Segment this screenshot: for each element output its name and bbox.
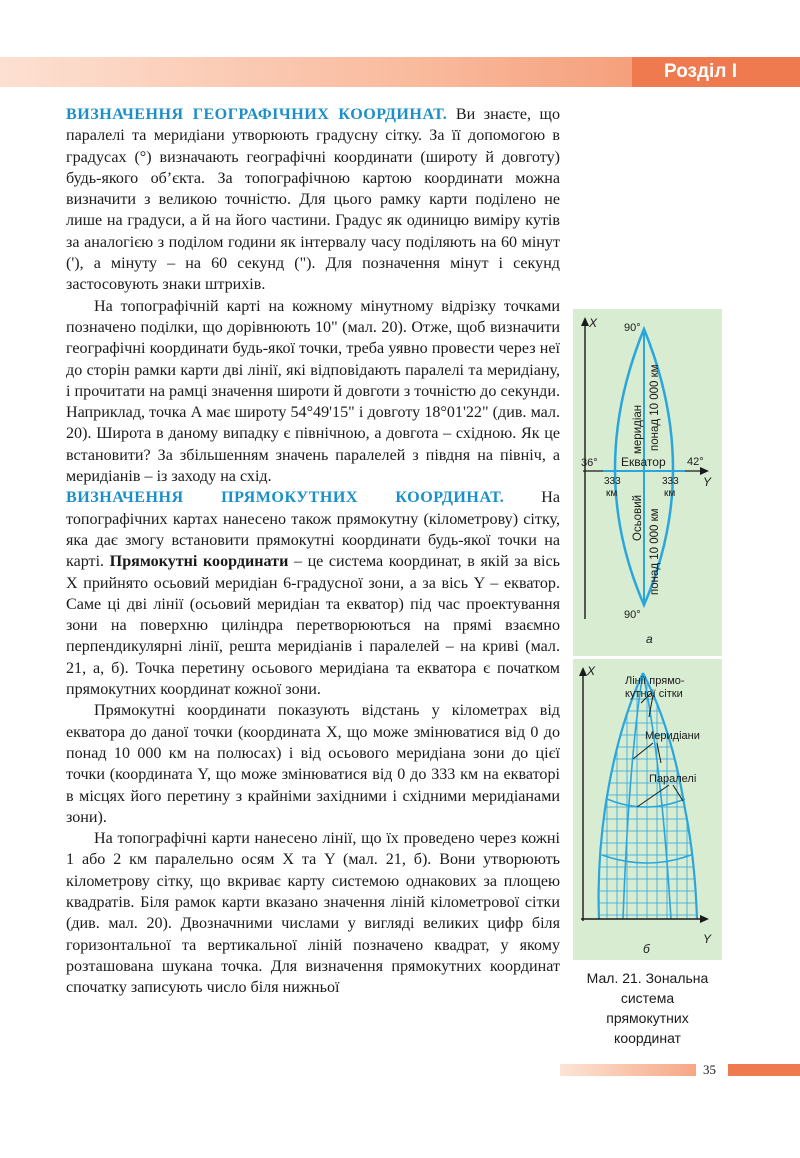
parallel-curve-1 [607, 799, 685, 807]
paragraph-4: Прямокутні координати показують відстань у кілометрах від екватора до даної точки (координата X, що може змінюватися від 0 до понад 10 000 км на полюсах) і від осьового меридіана зони до цієї точки (координата Y, що може змінюватися від 0 до 333 км на екваторі в місцях його перетину з крайніми західними і східними меридіанами зони). [66, 702, 560, 826]
deg-left: 36° [581, 457, 598, 469]
equator-label: Екватор [621, 455, 666, 469]
figure-zone-a [573, 309, 722, 656]
deg-top: 90° [624, 322, 641, 334]
deg-right: 42° [687, 456, 704, 468]
heading-rectangular-coordinates: ВИЗНАЧЕННЯ ПРЯМОКУТНИХ КООРДИНАТ. [66, 489, 505, 507]
caption-line-1: Мал. 21. Зональна [586, 970, 709, 986]
zone-b-diagram [573, 659, 722, 960]
caption-line-3: прямокутних [606, 1010, 689, 1026]
footer-band [560, 1064, 696, 1076]
meridians-label: Меридіани [645, 730, 700, 742]
meridian-curve-left [623, 673, 643, 919]
parallel-curve-2 [602, 855, 691, 863]
axis-y-label-b: Y [703, 932, 712, 946]
body-text [66, 104, 560, 998]
footer-band-accent [728, 1064, 800, 1076]
km-left-2: км [606, 488, 618, 499]
x-axis-arrow-b [579, 667, 587, 676]
meridian-label-1: меридіан [632, 404, 644, 454]
axis-x-label-b: X [587, 664, 596, 678]
caption-line-2: система [620, 990, 675, 1006]
km-right-2: км [664, 488, 676, 499]
deg-bottom: 90° [624, 609, 641, 621]
parallels-label: Паралелі [649, 773, 697, 785]
paragraph-3-text-a: На топографічних картах нанесено також прямокутну (кілометрову) сітку, яка дає змогу встановити прямокутні координати будь-якої точки на карті. [66, 489, 560, 571]
km-left-1: 333 [604, 476, 621, 487]
meridian-label-2: понад 10 000 км [649, 364, 661, 451]
paragraph-2: На топографічній карті на кожному мінутному відрізку точками позначено поділки, що дорівнюють 10" (мал. 20). Отже, щоб визначити географічні координати будь-якої точки, треба уявно провести через неї до сторін рамки карти дві лінії, які відповідають паралелі та меридіану, і прочитати на рамці значення широти й довготи з точністю до секунди. Наприклад, точка А має широту 54°49'15" і довготу 18°01'22" (див. мал. 20). Широта в даному випадку є північною, а довгота – східною. Як це встановити? За збільшенням значень паралелей з півдня на північ, а меридіанів – із заходу на схід. [66, 297, 560, 486]
paragraph-5: На топографічні карти нанесено лінії, що їх проведено через кожні 1 або 2 км паралельно осям X та Y (мал. 21, б). Вони утворюють кілометрову сітку, що вкриває карту системою однакових за площею квадратів. Біля рамок карти вказано значення ліній кілометрової сітки (див. мал. 20). Двозначними числами у вигляді великих цифр біля горизонтальної та вертикальної ліній позначено квадрат, у якому розташована шукана точка. Для визначення прямокутних координат спочатку записують число біля нижньої [66, 830, 560, 997]
term-rectangular-coordinates: Прямокутні координати [109, 553, 289, 571]
heading-geographic-coordinates: ВИЗНАЧЕННЯ ГЕОГРАФІЧНИХ КООРДИНАТ. [66, 106, 448, 123]
sublabel-a: а [646, 632, 653, 646]
kilometre-grid [573, 659, 722, 960]
figure-zone-b [573, 659, 722, 960]
paragraph-1 [66, 104, 560, 296]
km-right-1: 333 [662, 476, 679, 487]
sublabel-b: б [643, 942, 650, 956]
axial-label-2: понад 10 000 км [649, 508, 661, 595]
axis-x-label: X [589, 316, 598, 330]
figure-caption [573, 968, 722, 1048]
axis-y-label: Y [703, 475, 712, 489]
paragraph-1-text: Ви знаєте, що паралелі та меридіани утворюють градусну сітку. За її допомогою в градусах (°) визначають географічні координати (широту й довготу) будь-якого об’єкта. За топографічною картою координати можна визначити з великою точністю. Для цього рамку карти поділено не лише на градуси, а й на його частини. Градус як одиницю виміру кутів за аналогією з поділом години як інтервалу часу поділяють на 60 мінут ('), а мінуту – на 60 секунд ("). Для позначення мінут і секунд застосовують знаки штрихів. [66, 106, 560, 294]
paragraph-3 [66, 487, 560, 700]
pointer-arrows [633, 693, 683, 807]
grid-lines-label-2: кутної сітки [625, 688, 683, 700]
zone-a-diagram [573, 309, 722, 656]
caption-line-4: координат [614, 1030, 681, 1046]
zone-b-outline [599, 673, 697, 919]
grid-lines-label-1: Лінії прямо- [625, 675, 685, 687]
x-axis-arrow [581, 317, 589, 326]
y-axis-arrow-b [700, 915, 709, 923]
y-axis-arrow [700, 467, 709, 475]
axial-label-1: Осьовий [632, 494, 644, 541]
section-title: Розділ І [632, 57, 800, 87]
page-number: 35 [703, 1062, 716, 1077]
paragraph-3-text-b: – це система координат, в якій за вісь X прийнято осьовий меридіан 6-градусної зони, а за вісь Y – екватор. Саме ці дві лінії (осьовий меридіан та екватор) під час проектування зони на поверхню циліндра перетворюються на прямі взаємно перпендикулярні лінії, решта меридіанів і паралелей – на криві (мал. 21, а, б). Точка перетину осьового меридіана та екватора є початком прямокутних координат кожної зони. [66, 553, 560, 699]
